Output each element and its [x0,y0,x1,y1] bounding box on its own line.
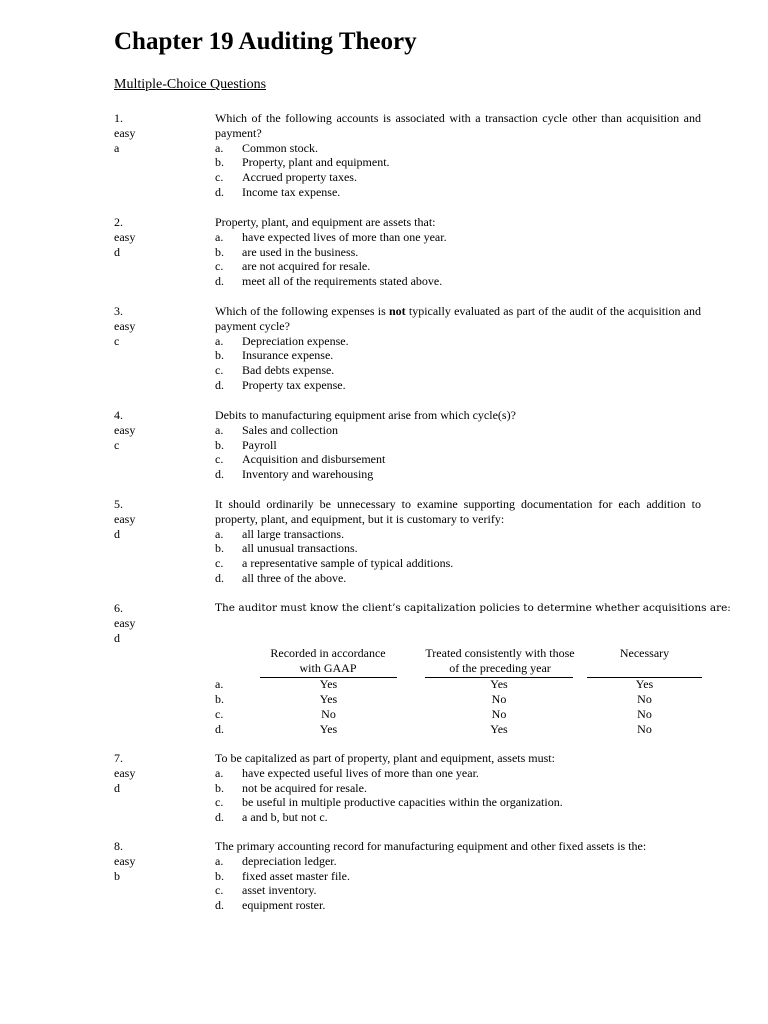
option-d [215,467,701,482]
option-d [215,571,701,586]
option-text: Property, plant and equipment. [242,155,390,170]
option-letter: c. [215,170,224,185]
option-text: all unusual transactions. [242,541,358,556]
cell-necessary: No [637,722,652,736]
cell-consistency: Yes [490,677,508,691]
option-b [215,348,701,363]
option-d [215,274,701,289]
option-a [215,766,701,781]
question-difficulty: easy [114,125,136,140]
option-text: asset inventory. [242,883,317,898]
option-letter: c. [215,452,224,467]
column-header-necessary: Necessary [619,646,670,660]
table-row [215,692,702,707]
option-a [215,141,701,156]
cell-necessary: Yes [635,677,654,691]
option-text: not be acquired for resale. [242,780,367,795]
option-text: Depreciation expense. [242,333,349,348]
column-header-gaap: Recorded in accordance with GAAP [270,646,386,675]
stem-emphasis: not [388,304,406,318]
question-number: 4. [114,408,123,422]
option-text: Payroll [242,437,277,452]
option-a [215,854,701,869]
question-stem: Property, plant, and equipment are assets that: [215,215,436,229]
option-text: Sales and collection [242,422,338,437]
option-d [215,185,701,200]
option-text: are used in the business. [242,244,359,259]
option-b [215,541,701,556]
question-body [215,839,701,913]
question-body [215,751,701,825]
option-letter: b. [215,348,224,363]
option-b [215,438,701,453]
cell-necessary: No [637,692,652,706]
option-letter: a. [215,765,224,780]
option-letter: a. [215,422,224,437]
section-heading: Multiple-Choice Questions [114,77,267,92]
question-meta [114,601,194,645]
question-answer: d [114,630,120,645]
cell-consistency: No [491,692,507,706]
question-number: 2. [114,215,123,229]
question-answer: a [114,140,120,155]
option-letter: c. [215,883,224,898]
cell-gaap: Yes [319,677,338,691]
option-text: a representative sample of typical additions. [242,556,454,571]
option-a [215,334,701,349]
option-text: are not acquired for resale. [242,259,371,274]
option-d [215,898,701,913]
stem-text: typically evaluated as part of the audit of the acquisition and payment cycle? [215,304,701,333]
option-b [215,245,701,260]
option-text: all three of the above. [242,570,347,585]
chapter-title: Chapter 19 Auditing Theory [114,28,417,55]
option-text: Property tax expense. [242,377,346,392]
row-letter: a. [215,677,224,691]
question-meta [114,111,194,155]
question-meta [114,304,194,348]
cell-consistency: Yes [490,722,508,736]
question-number: 3. [114,304,123,318]
question-answer: b [114,868,120,883]
option-letter: b. [215,244,224,259]
option-text: Insurance expense. [242,348,334,363]
question-answer: d [114,780,120,795]
question-body [215,408,701,482]
option-text: fixed asset master file. [242,868,350,883]
option-letter: d. [215,570,224,585]
option-text: Inventory and warehousing [242,467,374,482]
option-c [215,452,701,467]
option-letter: c. [215,795,224,810]
option-text: all large transactions. [242,526,345,541]
question-body [215,111,701,200]
question-difficulty: easy [114,765,136,780]
table-row [215,677,702,692]
question-difficulty: easy [114,229,136,244]
column-header-consistency: Treated consistently with those of the preceding year [425,646,575,675]
option-text: be useful in multiple productive capacities within the organization. [242,795,563,810]
option-c [215,556,701,571]
option-text: Common stock. [242,140,319,155]
table-row [215,707,702,722]
question-meta [114,839,194,883]
option-a [215,527,701,542]
option-letter: c. [215,259,224,274]
option-text: Income tax expense. [242,184,341,199]
question-body [215,215,701,289]
question-answer: c [114,333,120,348]
option-text: Bad debts expense. [242,363,335,378]
option-letter: d. [215,377,224,392]
option-letter: a. [215,333,224,348]
cell-consistency: No [491,707,507,721]
question-body [215,304,701,393]
question-stem: Which of the following accounts is associated with a transaction cycle other than acquisition and payment? [215,111,701,140]
question-stem [215,304,701,334]
cell-gaap: No [321,707,336,721]
cell-gaap: Yes [319,692,338,706]
option-b [215,869,701,884]
option-d [215,810,701,825]
option-letter: b. [215,868,224,883]
question-answer: c [114,437,120,452]
option-c [215,795,701,810]
option-letter: d. [215,467,224,482]
option-letter: a. [215,229,224,244]
question-meta [114,215,194,259]
question-number: 5. [114,497,123,511]
option-c [215,363,701,378]
row-letter: c. [215,707,224,721]
question-stem: Debits to manufacturing equipment arise from which cycle(s)? [215,408,516,422]
option-a [215,230,701,245]
option-c [215,259,701,274]
option-text: have expected useful lives of more than one year. [242,765,479,780]
question-meta [114,497,194,541]
option-text: a and b, but not c. [242,810,328,825]
question-stem: The auditor must know the client’s capitalization policies to determine whether acquisitions are: [215,602,731,614]
row-letter: d. [215,722,224,736]
cell-necessary: No [637,707,652,721]
option-b [215,155,701,170]
question-answer: d [114,244,120,259]
question-difficulty: easy [114,422,136,437]
option-a [215,423,701,438]
table-row [215,722,702,737]
option-text: Accrued property taxes. [242,170,357,185]
question-body [215,601,731,616]
question-answer: d [114,526,120,541]
cell-gaap: Yes [319,722,338,736]
option-letter: c. [215,363,224,378]
option-c [215,170,701,185]
option-letter: b. [215,155,224,170]
question-difficulty: easy [114,615,136,630]
option-c [215,883,701,898]
option-letter: a. [215,853,224,868]
question-body [215,497,701,586]
question-number: 1. [114,111,123,125]
option-letter: d. [215,898,224,913]
option-text: have expected lives of more than one year. [242,229,447,244]
option-letter: b. [215,541,224,556]
option-letter: b. [215,437,224,452]
question-number: 7. [114,751,123,765]
question-stem: The primary accounting record for manufacturing equipment and other fixed assets is the: [215,839,647,853]
option-b [215,781,701,796]
option-letter: a. [215,526,224,541]
option-letter: d. [215,810,224,825]
option-letter: d. [215,274,224,289]
option-d [215,378,701,393]
option-letter: c. [215,556,224,571]
row-letter: b. [215,692,224,706]
question-difficulty: easy [114,853,136,868]
question-number: 8. [114,839,123,853]
question-6 [114,601,731,741]
option-text: equipment roster. [242,898,326,913]
question-difficulty: easy [114,511,136,526]
question-stem: It should ordinarily be unnecessary to examine supporting documentation for each addition to property, plant, and equipment, but it is customary to verify: [215,497,701,526]
question-difficulty: easy [114,318,136,333]
question-stem: To be capitalized as part of property, plant and equipment, assets must: [215,751,555,765]
question-meta [114,751,194,795]
option-text: Acquisition and disbursement [242,452,386,467]
option-text: depreciation ledger. [242,853,337,868]
option-letter: d. [215,184,224,199]
stem-text: Which of the following expenses is [215,304,389,318]
question-meta [114,408,194,452]
option-text: meet all of the requirements stated above. [242,274,443,289]
option-letter: a. [215,140,224,155]
question-number: 6. [114,601,123,615]
option-letter: b. [215,780,224,795]
